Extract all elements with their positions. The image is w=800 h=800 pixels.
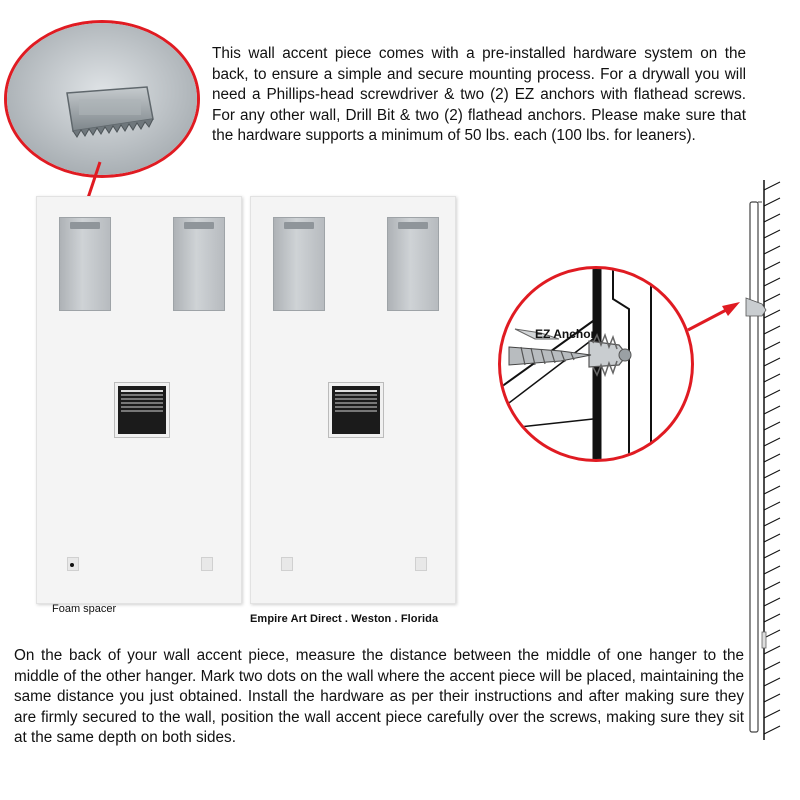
warning-label [115, 383, 169, 437]
hanger-right-top [387, 217, 439, 311]
accent-piece-back-left [36, 196, 242, 604]
sawtooth-hanger-closeup [7, 23, 197, 175]
foam-spacer-right [415, 557, 427, 571]
intro-paragraph: This wall accent piece comes with a pre-installed hardware system on the back, to ensure a simple and secure mounting process. For a drywall you will need a Phillips-head screwdriver & two (2) EZ anchors with flathead screws. For any other wall, Drill Bit & two (2) flathead anchors. Please make sure that the hardware supports a minimum of 50 lbs. each (100 lbs. for leaners). [212, 45, 746, 145]
foam-spacer-left [281, 557, 293, 571]
hanger-left-top [59, 217, 111, 311]
ez-anchor-closeup [501, 269, 691, 459]
ez-anchor-label: EZ Anchor [535, 327, 596, 341]
instructions-paragraph: On the back of your wall accent piece, measure the distance between the middle of one hanger to the middle of the other hanger. Mark two dots on the wall where the accent piece will be placed, maintaining the same distance you just obtained. Install the hardware as per their instructions and after making sure they are firmly secured to the wall, position the wall accent piece carefully over the screws, making sure they sit at the same depth on both sides. [14, 647, 744, 747]
foam-spacer-right [201, 557, 213, 571]
company-credit: Empire Art Direct . Weston . Florida [250, 613, 439, 625]
ez-anchor-callout [498, 266, 694, 462]
hanger-left-top [273, 217, 325, 311]
foam-spacer-dot [70, 563, 74, 567]
warning-label [329, 383, 383, 437]
hanger-right-top [173, 217, 225, 311]
accent-piece-back-right [250, 196, 456, 604]
callout-arrow-right [684, 296, 744, 336]
hanger-zoom-callout [4, 20, 200, 178]
wall-side-view [736, 180, 792, 740]
foam-spacer-label: Foam spacer [52, 603, 117, 615]
